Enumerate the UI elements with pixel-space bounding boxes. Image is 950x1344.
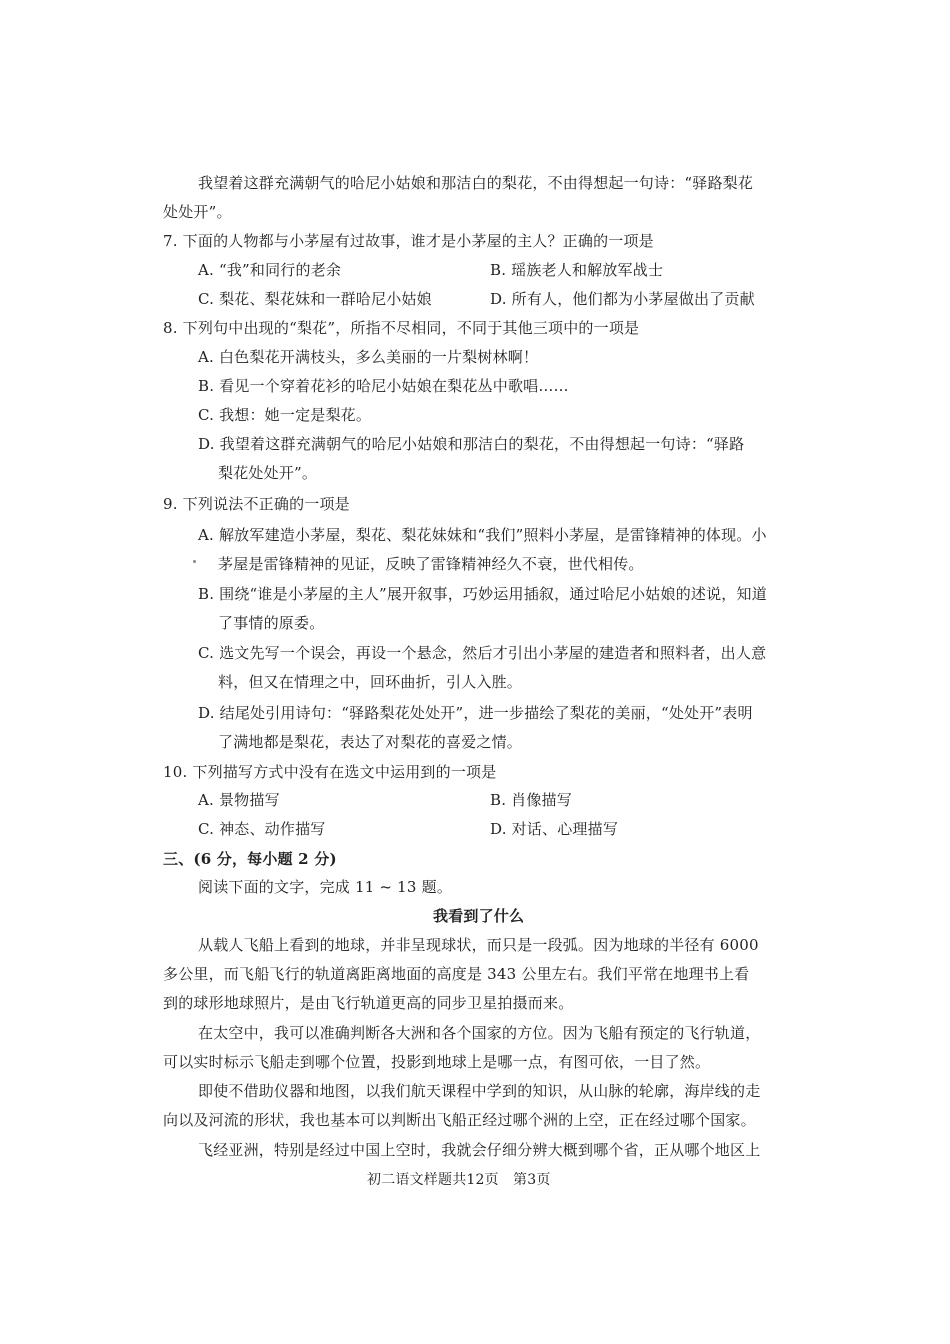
- article-title: 我看到了什么: [433, 907, 525, 925]
- question-7-stem: 7. 下面的人物都与小茅屋有过故事，谁才是小茅屋的主人？正确的一项是: [163, 232, 654, 250]
- question-9-line-2: 茅屋是雷锋精神的见证，反映了雷锋精神经久不衰，世代相传。: [218, 555, 644, 573]
- article-line-8: 飞经亚洲，特别是经过中国上空时，我就会仔细分辨大概到哪个省，正从哪个地区上: [198, 1141, 761, 1159]
- question-9-line-1: A. 解放军建造小茅屋，梨花、梨花妹妹和“我们”照料小茅屋，是雷锋精神的体现。小: [198, 526, 767, 544]
- question-9-stem: 9. 下列说法不正确的一项是: [163, 495, 350, 513]
- question-10-option-d: D. 对话、心理描写: [490, 820, 619, 838]
- question-9-line-7: D. 结尾处引用诗句：“驿路梨花处处开”，进一步描绘了梨花的美丽，“处处开”表明: [198, 704, 753, 722]
- question-8-option-b: B. 看见一个穿着花衫的哈尼小姑娘在梨花丛中歌唱……: [198, 377, 569, 395]
- question-8-option-d: D. 我望着这群充满朝气的哈尼小姑娘和那洁白的梨花，不由得想起一句诗：“驿路: [198, 435, 745, 453]
- section-3-instruction: 阅读下面的文字，完成 11 ~ 13 题。: [198, 878, 453, 896]
- question-7-option-d: D. 所有人，他们都为小茅屋做出了贡献: [490, 290, 755, 308]
- question-7-option-c: C. 梨花、梨花妹和一群哈尼小姑娘: [198, 290, 432, 308]
- question-9-line-6: 料，但又在情理之中，回环曲折，引人入胜。: [218, 673, 523, 691]
- article-line-7: 向以及河流的形状，我也基本可以判断出飞船正经过哪个洲的上空，正在经过哪个国家。: [163, 1111, 756, 1129]
- passage-end-line-2: 处处开”。: [163, 203, 232, 221]
- section-3-heading: 三、(6 分，每小题 2 分): [163, 850, 337, 868]
- article-line-1: 从载人飞船上看到的地球，并非呈现球状，而只是一段弧。因为地球的半径有 6000: [198, 936, 759, 954]
- question-10-stem: 10. 下列描写方式中没有在选文中运用到的一项是: [163, 763, 497, 781]
- article-line-2: 多公里，而飞船飞行的轨道离距离地面的高度是 343 公里左右。我们平常在地理书上看: [163, 965, 750, 983]
- question-8-option-a: A. 白色梨花开满枝头，多么美丽的一片梨树林啊！: [198, 348, 539, 366]
- article-line-5: 可以实时标示飞船走到哪个位置，投影到地球上是哪一点，有图可依，一目了然。: [163, 1053, 711, 1071]
- article-line-6: 即使不借助仪器和地图，以我们航天课程中学到的知识，从山脉的轮廓，海岸线的走: [198, 1082, 761, 1100]
- question-7-option-a: A. “我”和同行的老余: [198, 261, 342, 279]
- question-9-line-8: 了满地都是梨花，表达了对梨花的喜爱之情。: [218, 733, 523, 751]
- question-8-option-d-cont: 梨花处处开”。: [218, 464, 318, 482]
- page-footer: 初二语文样题共12页 第3页: [367, 1172, 551, 1188]
- question-7-option-b: B. 瑶族老人和解放军战士: [490, 261, 664, 279]
- article-line-4: 在太空中，我可以准确判断各大洲和各个国家的方位。因为飞船有预定的飞行轨道，: [198, 1024, 761, 1042]
- question-10-option-b: B. 肖像描写: [490, 791, 572, 809]
- question-8-option-c: C. 我想：她一定是梨花。: [198, 406, 372, 424]
- question-9-line-4: 了事情的原委。: [218, 614, 325, 632]
- scan-speck: [193, 560, 196, 563]
- question-10-option-c: C. 神态、动作描写: [198, 820, 326, 838]
- question-8-stem: 8. 下列句中出现的“梨花”，所指不尽相同，不同于其他三项中的一项是: [163, 319, 640, 337]
- article-line-3: 到的球形地球照片，是由飞行轨道更高的同步卫星拍摄而来。: [163, 994, 574, 1012]
- question-9-line-5: C. 选文先写一个误会，再设一个悬念，然后才引出小茅屋的建造者和照料者，出人意: [198, 644, 767, 662]
- question-9-line-3: B. 围绕“谁是小茅屋的主人”展开叙事，巧妙运用插叙，通过哈尼小姑娘的述说，知道: [198, 585, 767, 603]
- passage-end-line-1: 我望着这群充满朝气的哈尼小姑娘和那洁白的梨花，不由得想起一句诗：“驿路梨花: [198, 174, 754, 192]
- question-10-option-a: A. 景物描写: [198, 791, 280, 809]
